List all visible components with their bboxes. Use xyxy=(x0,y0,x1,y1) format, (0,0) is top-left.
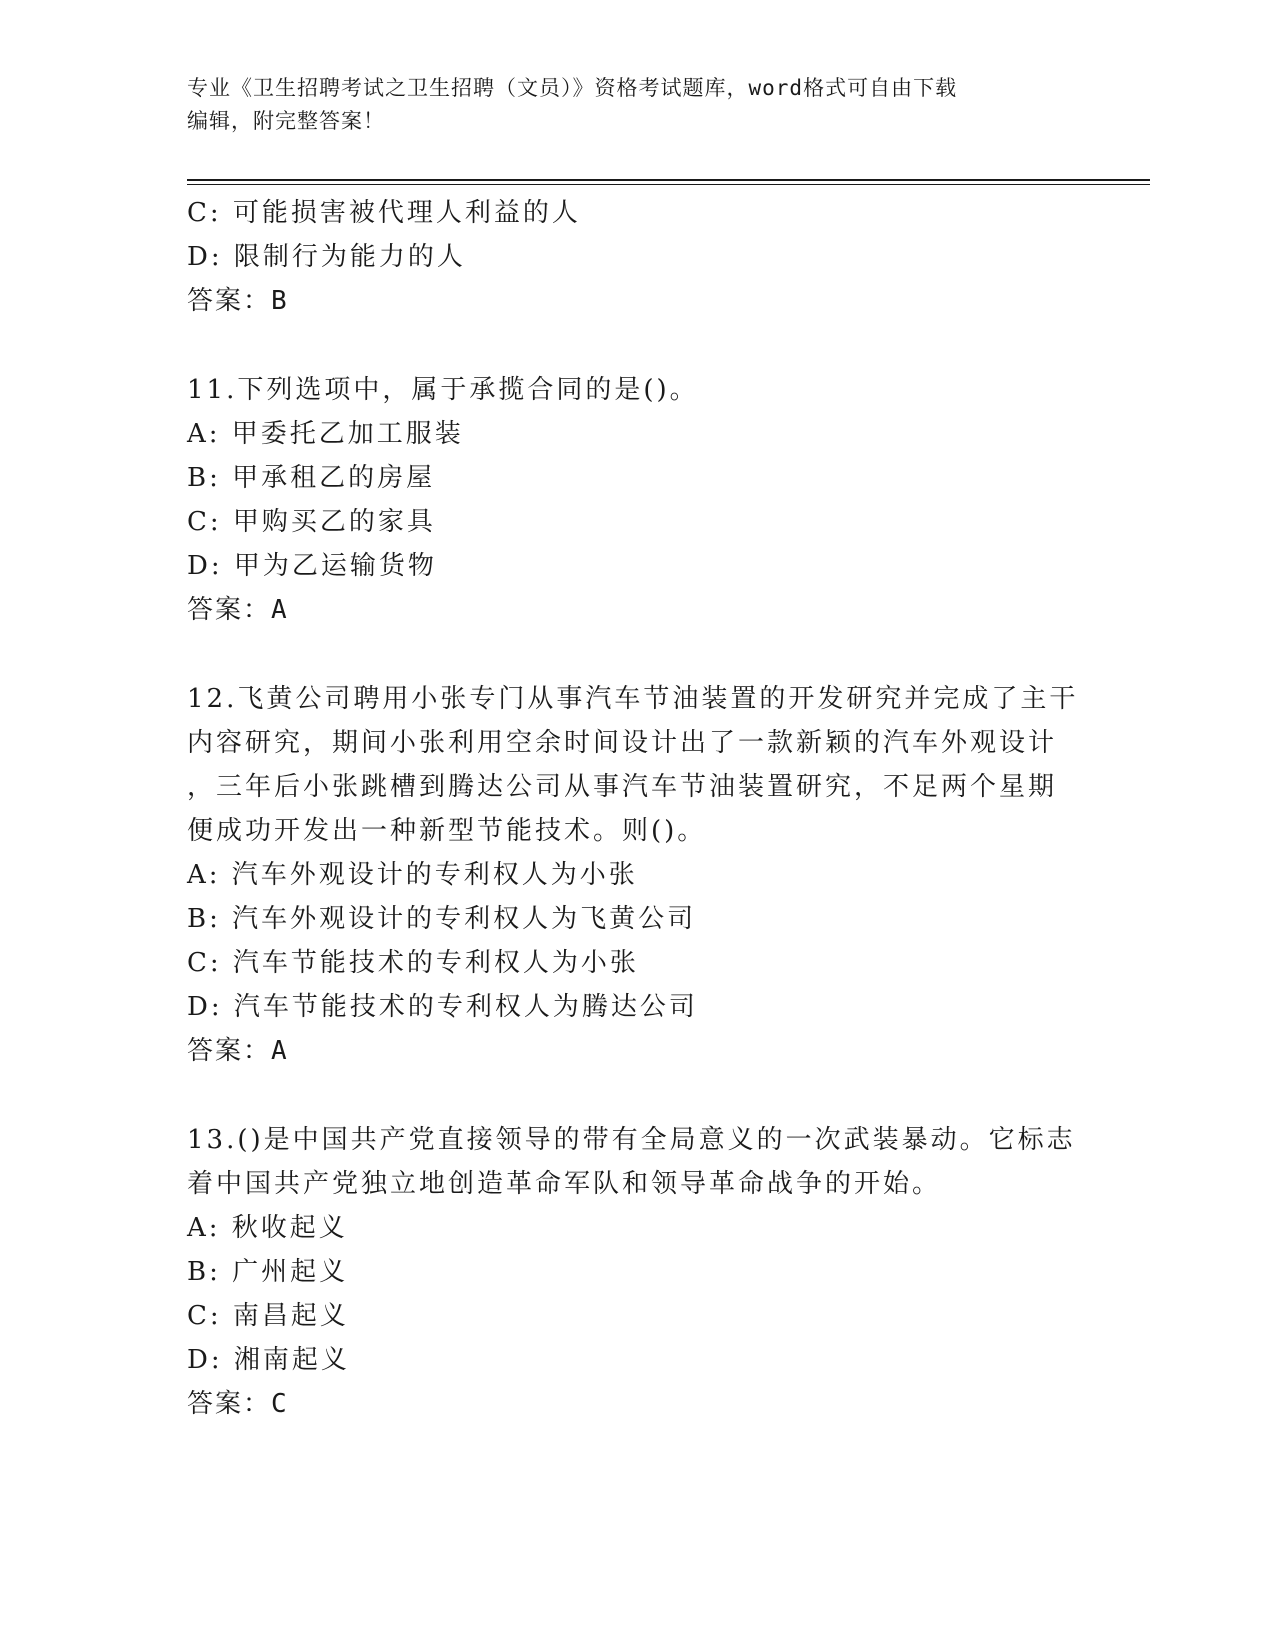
q12-option-c: C: 汽车节能技术的专利权人为小张 xyxy=(187,948,639,978)
header-line-1: 专业《卫生招聘考试之卫生招聘（文员）》资格考试题库，word格式可自由下载 xyxy=(187,76,958,100)
prev-answer: 答案：B xyxy=(187,286,289,316)
q13-option-d: D: 湘南起义 xyxy=(187,1345,350,1375)
q11-option-c: C: 甲购买乙的家具 xyxy=(187,507,436,537)
q13-stem-line-1: 13.()是中国共产党直接领导的带有全局意义的一次武装暴动。它标志 xyxy=(187,1125,1076,1155)
q11-option-b: B: 甲承租乙的房屋 xyxy=(187,463,436,493)
q13-stem-line-2: 着中国共产党独立地创造革命军队和领导革命战争的开始。 xyxy=(187,1169,942,1199)
prev-option-c: C: 可能损害被代理人利益的人 xyxy=(187,198,581,228)
q13-option-a: A: 秋收起义 xyxy=(187,1213,348,1243)
q12-stem-line-2: 内容研究，期间小张利用空余时间设计出了一款新颖的汽车外观设计 xyxy=(187,728,1058,758)
q12-stem-line-1: 12.飞黄公司聘用小张专门从事汽车节油装置的开发研究并完成了主干 xyxy=(187,684,1079,714)
q11-option-d: D: 甲为乙运输货物 xyxy=(187,551,437,581)
q12-stem-line-3: ，三年后小张跳槽到腾达公司从事汽车节油装置研究，不足两个星期 xyxy=(187,772,1058,802)
q11-answer: 答案：A xyxy=(187,595,289,625)
q13-answer: 答案：C xyxy=(187,1389,289,1419)
q13-option-c: C: 南昌起义 xyxy=(187,1301,349,1331)
q12-option-a: A: 汽车外观设计的专利权人为小张 xyxy=(187,860,638,890)
q13-option-b: B: 广州起义 xyxy=(187,1257,349,1287)
q12-stem-line-4: 便成功开发出一种新型节能技术。则()。 xyxy=(187,816,707,846)
q11-option-a: A: 甲委托乙加工服装 xyxy=(187,419,464,449)
header-divider-thin xyxy=(187,184,1150,185)
header-divider-thick xyxy=(187,179,1150,181)
q12-option-b: B: 汽车外观设计的专利权人为飞黄公司 xyxy=(187,904,697,934)
q12-option-d: D: 汽车节能技术的专利权人为腾达公司 xyxy=(187,992,698,1022)
document-header xyxy=(187,72,1067,138)
q11-stem: 11.下列选项中，属于承揽合同的是()。 xyxy=(187,375,699,405)
q12-answer: 答案：A xyxy=(187,1036,289,1066)
header-line-2: 编辑，附完整答案！ xyxy=(187,109,385,133)
prev-option-d: D: 限制行为能力的人 xyxy=(187,242,466,272)
